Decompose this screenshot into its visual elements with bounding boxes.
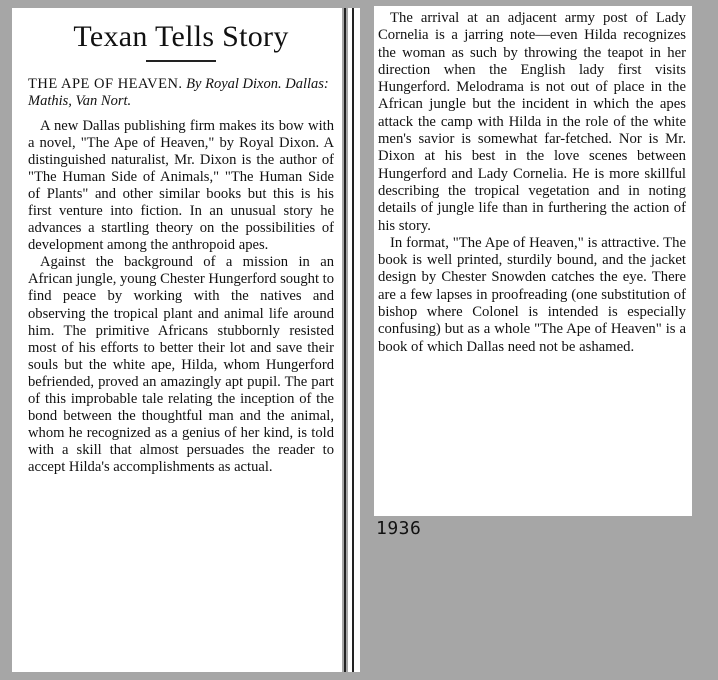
author-publisher: By Royal Dixon. Dallas: Mathis, Van Nort. — [28, 76, 329, 109]
column-rule — [344, 8, 346, 672]
headline-divider — [146, 60, 216, 62]
book-title: THE APE OF HEAVEN. — [28, 76, 183, 92]
left-column — [12, 8, 342, 672]
paragraph: In format, "The Ape of Heaven," is attractive. The book is well printed, sturdily bound, and the jacket design by Chester Snowden catches the eye. There are a few lapses in proofreading (one substitution of bishop where Colonel is intended is especially confusing) but as a whole "The Ape of Heaven" is a book of which Dallas need not be ashamed. — [378, 234, 686, 355]
headline: Texan Tells Story — [73, 20, 289, 53]
column-rule-double — [348, 8, 360, 672]
year-label: 1936 — [376, 518, 422, 539]
right-column — [374, 6, 692, 516]
paragraph: Against the background of a mission in an African jungle, young Chester Hungerford sought to find peace by working with the natives and observing the tropical plant and animal life around him. The primitive Africans stubbornly resisted most of his efforts to better their lot and save their souls but the white ape, Hilda, whom Hungerford befriended, proved an amazingly apt pupil. The part of this improbable tale relating the inception of the bond between the thoughtful man and the animal, whom he recognized as a genius of her kind, is told with a skill that almost persuades the reader to accept Hilda's accomplishments as actual. — [28, 254, 334, 475]
paragraph: The arrival at an adjacent army post of Lady Cornelia is a jarring note—even Hilda recognizes the woman as such by throwing the teapot in her direction when the English lady first visits Hungerford. Melodrama is not out of place in the African jungle but the incident in which the apes attack the camp with Hilda in the role of the white men's savior is somewhat far-fetched. Nor is Mr. Dixon at his best in the love scenes between Hungerford and Lady Cornelia. He is more skillful describing the tropical vegetation and in noting details of jungle life than in furthering the action of his story. — [378, 10, 686, 234]
paragraph: A new Dallas publishing firm makes its bow with a novel, "The Ape of Heaven," by Royal Dixon. A distinguished naturalist, Mr. Dixon is the author of "The Human Side of Animals," "The Human Side of Plants" and other similar books but this is his first venture into fiction. In an unusual story he advances a startling theory on the possibilities of development among the anthropoid apes. — [28, 118, 334, 254]
byline — [28, 76, 334, 110]
